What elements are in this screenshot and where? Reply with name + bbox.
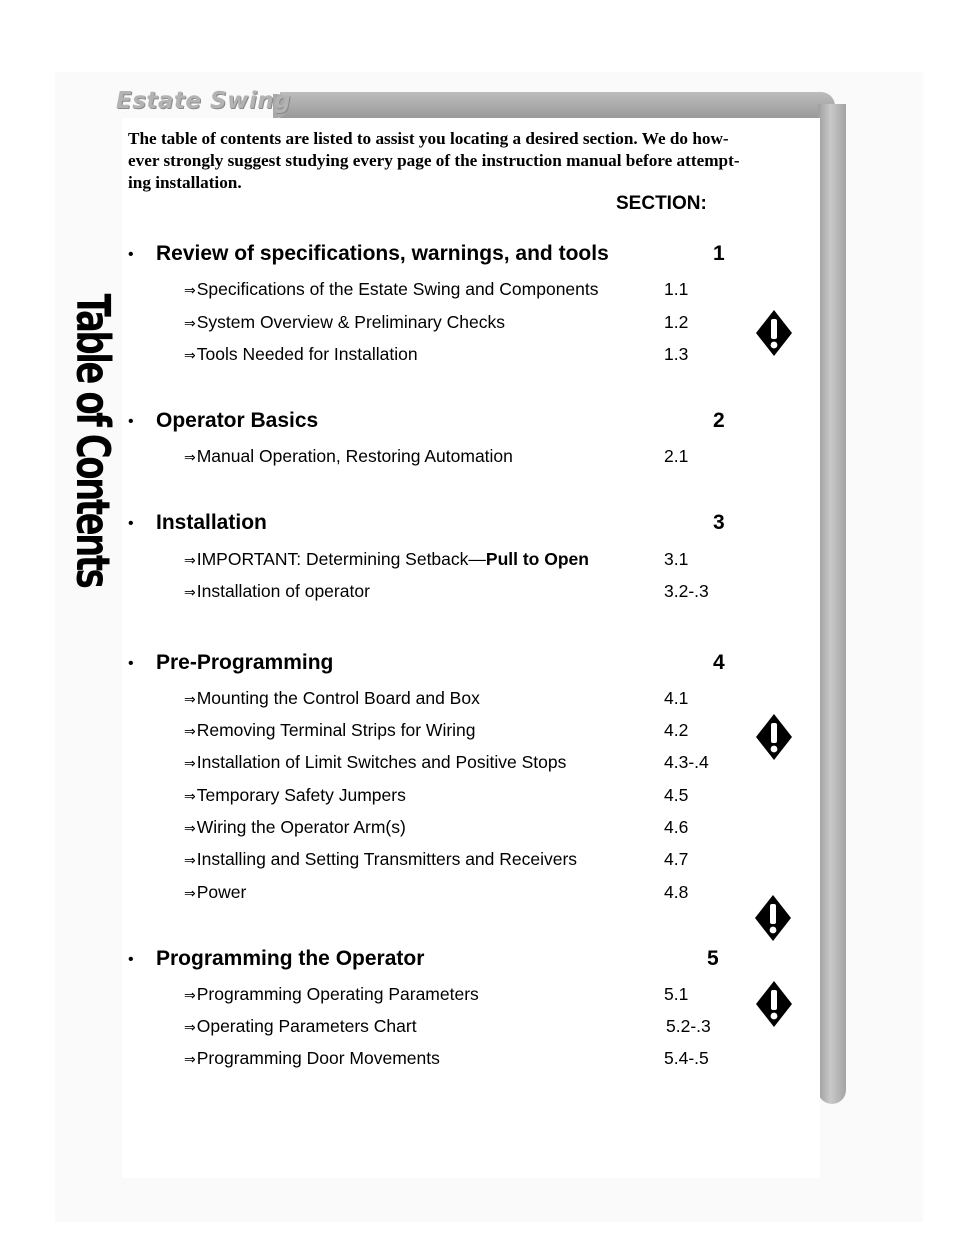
toc-item-number: 4.7 [664, 849, 689, 869]
toc-item-number: 1.2 [664, 312, 689, 332]
warning-icon [755, 309, 793, 357]
arrow-icon: ⇒ [184, 553, 196, 569]
toc-item-label: Installing and Setting Transmitters and Receivers [196, 849, 578, 869]
section-title[interactable]: Operator Basics [156, 409, 319, 432]
toc-item-number: 4.8 [664, 882, 689, 902]
warning-icon [754, 894, 792, 942]
warning-icon [755, 713, 793, 761]
toc-item-number: 4.2 [664, 720, 689, 740]
arrow-icon: ⇒ [184, 1052, 196, 1068]
toc-item-label: Programming Operating Parameters [196, 984, 479, 1004]
toc-item[interactable] [184, 278, 599, 302]
toc-item-label: Manual Operation, Restoring Automation [196, 446, 513, 466]
bullet: • [128, 515, 134, 532]
toc-item-label: Programming Door Movements [196, 1048, 440, 1068]
toc-item-number: 3.1 [664, 549, 689, 569]
toc-item[interactable] [184, 580, 370, 604]
section-column-header: SECTION: [616, 193, 707, 214]
intro-line: ever strongly suggest studying every page of the instruction manual before attempt- [128, 151, 740, 170]
arrow-icon: ⇒ [184, 692, 196, 708]
toc-item-number: 5.4-.5 [664, 1048, 709, 1068]
toc-item[interactable] [184, 343, 418, 367]
toc-item-number: 5.2-.3 [666, 1016, 711, 1036]
toc-item-number: 4.6 [664, 817, 689, 837]
toc-item[interactable] [184, 719, 476, 743]
arrow-icon: ⇒ [184, 316, 196, 332]
toc-item-number: 2.1 [664, 446, 689, 466]
toc-item[interactable] [184, 445, 513, 469]
arrow-icon: ⇒ [184, 853, 196, 869]
toc-item-number: 1.3 [664, 344, 689, 364]
section-title[interactable]: Programming the Operator [156, 947, 425, 970]
arrow-icon: ⇒ [184, 585, 196, 601]
section-title[interactable]: Installation [156, 511, 267, 534]
toc-item[interactable] [184, 816, 406, 840]
section-number: 2 [713, 409, 725, 432]
toc-item-label: Removing Terminal Strips for Wiring [196, 720, 476, 740]
toc-item[interactable] [184, 784, 406, 808]
toc-item-number: 5.1 [664, 984, 689, 1004]
intro-line: ing installation. [128, 173, 242, 192]
arrow-icon: ⇒ [184, 450, 196, 466]
toc-item-label: Tools Needed for Installation [196, 344, 418, 364]
toc-item-label: System Overview & Preliminary Checks [196, 312, 506, 332]
toc-item-label: Wiring the Operator Arm(s) [196, 817, 406, 837]
bullet: • [128, 413, 134, 430]
toc-item-number: 4.3-.4 [664, 752, 709, 772]
section-title[interactable]: Review of specifications, warnings, and tools [156, 242, 609, 265]
bullet: • [128, 246, 134, 263]
arrow-icon: ⇒ [184, 283, 196, 299]
toc-item-label: Installation of operator [196, 581, 370, 601]
toc-item-number: 4.1 [664, 688, 689, 708]
intro-line: The table of contents are listed to assist you locating a desired section. We do how- [128, 129, 729, 148]
bullet: • [128, 951, 134, 968]
bullet: • [128, 655, 134, 672]
toc-item[interactable] [184, 881, 246, 905]
toc-item-label: Installation of Limit Switches and Positive Stops [196, 752, 567, 772]
toc-item[interactable] [184, 983, 479, 1007]
arrow-icon: ⇒ [184, 1020, 196, 1036]
toc-item-number: 1.1 [664, 279, 689, 299]
arrow-icon: ⇒ [184, 988, 196, 1004]
vertical-title-text: Table of Contents [65, 293, 119, 587]
arrow-icon: ⇒ [184, 724, 196, 740]
toc-item-number: 4.5 [664, 785, 689, 805]
arrow-icon: ⇒ [184, 756, 196, 772]
section-number: 1 [713, 242, 725, 265]
section-number: 3 [713, 511, 725, 534]
section-number: 4 [713, 651, 725, 674]
arrow-icon: ⇒ [184, 821, 196, 837]
toc-item-label: Power [196, 882, 247, 902]
toc-item-label: Mounting the Control Board and Box [196, 688, 480, 708]
toc-item[interactable] [184, 1047, 440, 1071]
toc-item[interactable] [184, 548, 589, 572]
toc-item[interactable] [184, 1015, 417, 1039]
brand-logo: Estate Swing [116, 88, 292, 114]
warning-icon [755, 980, 793, 1028]
toc-item[interactable] [184, 751, 566, 775]
side-bar [818, 104, 846, 1104]
toc-item-label: IMPORTANT: Determining Setback— [196, 549, 486, 569]
toc-item[interactable] [184, 687, 480, 711]
toc-item-label: Operating Parameters Chart [196, 1016, 417, 1036]
section-title[interactable]: Pre-Programming [156, 651, 334, 674]
arrow-icon: ⇒ [184, 789, 196, 805]
toc-item[interactable] [184, 848, 577, 872]
toc-item-label: Temporary Safety Jumpers [196, 785, 406, 805]
toc-item-label-bold: Pull to Open [485, 549, 589, 569]
header-bar [280, 92, 835, 118]
toc-item[interactable] [184, 311, 505, 335]
arrow-icon: ⇒ [184, 348, 196, 364]
section-number: 5 [707, 947, 719, 970]
toc-item-label: Specifications of the Estate Swing and Components [196, 279, 599, 299]
toc-item-number: 3.2-.3 [664, 581, 709, 601]
intro-paragraph [128, 128, 808, 194]
arrow-icon: ⇒ [184, 886, 196, 902]
